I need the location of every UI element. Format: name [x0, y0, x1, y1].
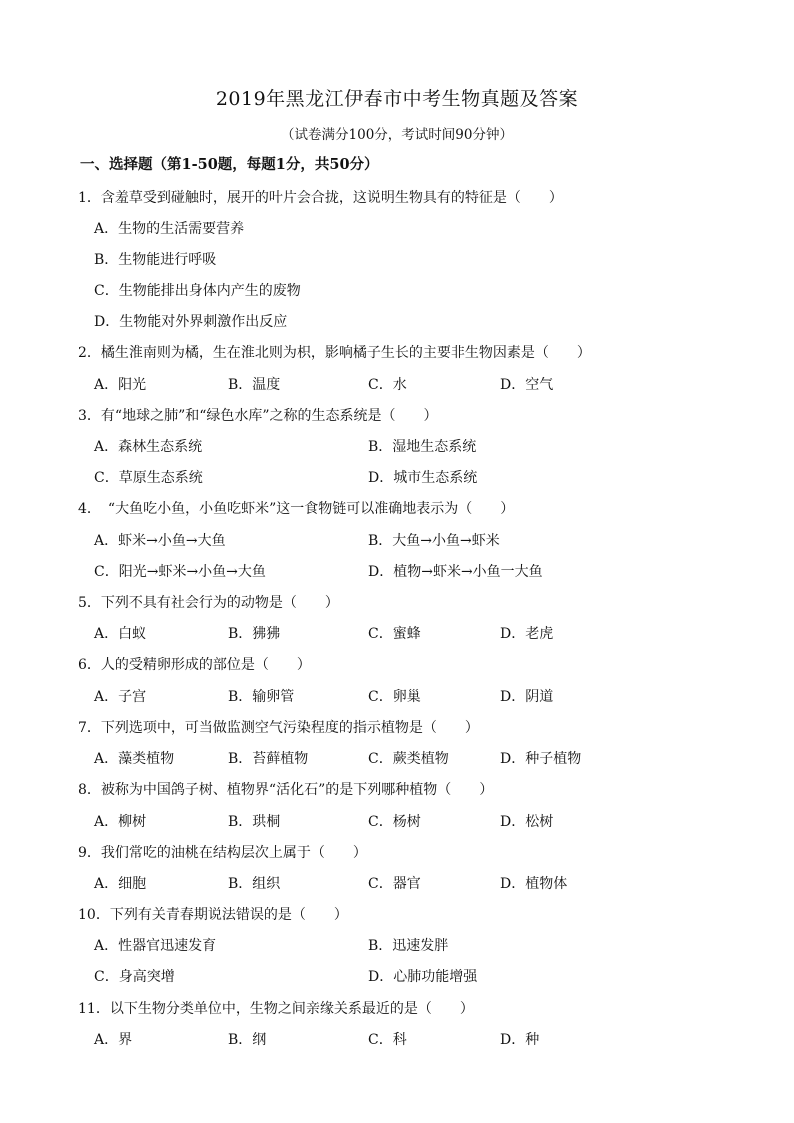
option-d: D．松树	[500, 814, 554, 830]
option-c: C．科	[368, 1032, 407, 1048]
option-b: B．温度	[228, 377, 281, 393]
question-stem: 8．被称为中国鸽子树、植物界“活化石”的是下列哪种植物（ ）	[78, 782, 494, 798]
question-stem: 5．下列不具有社会行为的动物是（ ）	[78, 595, 339, 611]
option-b: B．苔藓植物	[228, 751, 309, 767]
question-stem: 3．有“地球之肺”和“绿色水库”之称的生态系统是（ ）	[78, 408, 438, 424]
option-b: B．珙桐	[228, 814, 281, 830]
option-b: B．输卵管	[228, 689, 295, 705]
option-a: A．森林生态系统	[94, 439, 203, 455]
option-a: A．细胞	[94, 876, 147, 892]
option-d: D．阴道	[500, 689, 554, 705]
option-a: A．藻类植物	[94, 751, 175, 767]
option-d: D．心肺功能增强	[368, 969, 478, 985]
option-b: B．生物能进行呼吸	[94, 252, 217, 268]
option-d: D．种	[500, 1032, 540, 1048]
option-b: B．组织	[228, 876, 281, 892]
question-stem: 10．下列有关青春期说法错误的是（ ）	[78, 907, 348, 923]
option-b: B．湿地生态系统	[368, 439, 477, 455]
option-c: C．杨树	[368, 814, 421, 830]
option-c: C．水	[368, 377, 407, 393]
option-b: B．迅速发胖	[368, 938, 449, 954]
option-b: B．纲	[228, 1032, 267, 1048]
option-c: C．生物能排出身体内产生的废物	[94, 283, 301, 299]
option-c: C．阳光→虾米→小鱼→大鱼	[94, 564, 266, 580]
option-c: C．卵巢	[368, 689, 421, 705]
question-stem: 7．下列选项中，可当做监测空气污染程度的指示植物是（ ）	[78, 720, 479, 736]
page-title: 2019年黑龙江伊春市中考生物真题及答案	[215, 88, 579, 110]
option-a: A．性器官迅速发育	[94, 938, 217, 954]
option-d: D．植物→虾米→小鱼一大鱼	[368, 564, 543, 580]
question-stem: 6．人的受精卵形成的部位是（ ）	[78, 657, 311, 673]
option-d: D．种子植物	[500, 751, 582, 767]
question-stem: 4． “大鱼吃小鱼，小鱼吃虾米”这一食物链可以准确地表示为（ ）	[78, 501, 515, 517]
option-a: A．虾米→小鱼→大鱼	[94, 533, 226, 549]
page-subtitle: （试卷满分100分，考试时间90分钟）	[281, 127, 513, 143]
option-c: C．蜜蜂	[368, 626, 421, 642]
option-d: D．生物能对外界刺激作出反应	[94, 314, 288, 330]
option-d: D．空气	[500, 377, 554, 393]
option-c: C．蕨类植物	[368, 751, 449, 767]
option-a: A．子宫	[94, 689, 147, 705]
option-c: C．器官	[368, 876, 421, 892]
option-a: A．柳树	[94, 814, 147, 830]
option-a: A．界	[94, 1032, 133, 1048]
question-stem: 1．含羞草受到碰触时，展开的叶片会合拢，这说明生物具有的特征是（ ）	[78, 190, 563, 206]
option-c: C．身高突增	[94, 969, 175, 985]
option-a: A．生物的生活需要营养	[94, 221, 245, 237]
question-stem: 9．我们常吃的油桃在结构层次上属于（ ）	[78, 845, 367, 861]
question-stem: 2．橘生淮南则为橘，生在淮北则为枳，影响橘子生长的主要非生物因素是（ ）	[78, 345, 591, 361]
option-d: D．老虎	[500, 626, 554, 642]
option-c: C．草原生态系统	[94, 470, 203, 486]
option-b: B．大鱼→小鱼→虾米	[368, 533, 500, 549]
question-stem: 11．以下生物分类单位中，生物之间亲缘关系最近的是（ ）	[78, 1001, 474, 1017]
option-a: A．白蚁	[94, 626, 147, 642]
option-d: D．城市生态系统	[368, 470, 478, 486]
option-a: A．阳光	[94, 377, 147, 393]
section-heading: 一、选择题（第1-50题，每题1分，共50分）	[80, 156, 379, 173]
option-b: B．狒狒	[228, 626, 281, 642]
option-d: D．植物体	[500, 876, 568, 892]
